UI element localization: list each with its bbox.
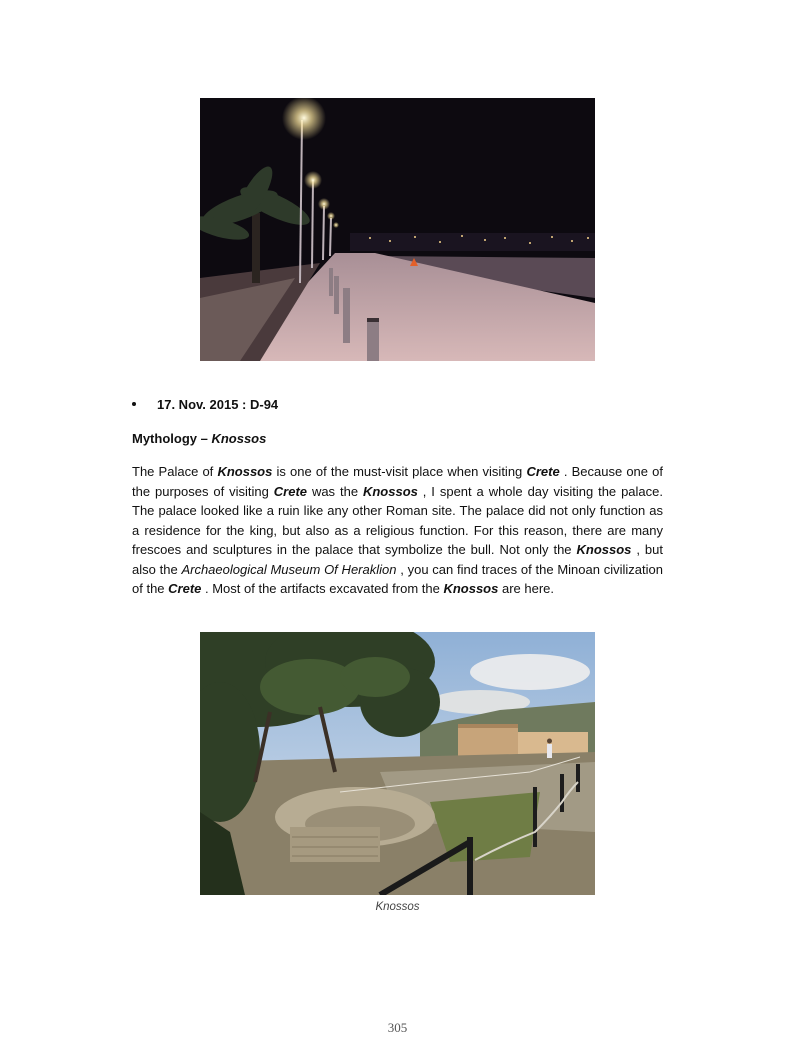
knossos-ruins-photo	[200, 632, 595, 895]
night-promenade-image	[200, 98, 595, 361]
term-museum: Archaeological Museum Of Heraklion	[181, 561, 397, 577]
date-entry-text: 17. Nov. 2015 : D-94	[157, 397, 279, 412]
heading-subject: Knossos	[211, 431, 267, 446]
section-heading	[132, 431, 266, 446]
text-run: The Palace of	[132, 464, 218, 479]
term-knossos: Knossos	[443, 581, 499, 596]
term-crete: Crete	[273, 483, 308, 499]
text-run: , I spent a whole day visiting the palace. The palace looked like a ruin like any other Roman site. The palace did not only function as a residence for the king, but also as a religious function. For this reason, there are many frescoes and sculptures in the palace that symbolize the bull. Not only the	[132, 483, 663, 557]
body-paragraph	[132, 462, 663, 599]
text-run: is one of the must-visit place when visiting	[272, 464, 527, 479]
bullet-icon	[132, 402, 136, 406]
photo-caption: Knossos	[375, 901, 420, 913]
term-knossos: Knossos	[217, 464, 273, 479]
text-run: . Because one of the purposes of visiting	[132, 464, 664, 499]
text-run: . Most of the artifacts excavated from the	[201, 581, 444, 596]
heading-prefix: Mythology –	[132, 431, 212, 446]
text-run: , you can find traces of the Minoan civilization of the	[132, 561, 663, 596]
night-promenade-photo	[200, 98, 595, 361]
text-run: , but also the	[132, 542, 663, 577]
text-run: are here.	[498, 581, 555, 596]
page-number: 305	[387, 1020, 408, 1035]
term-knossos: Knossos	[576, 542, 632, 557]
knossos-ruins-image	[200, 632, 595, 895]
term-crete: Crete	[526, 464, 560, 479]
term-knossos: Knossos	[362, 483, 418, 499]
text-run: was the	[307, 483, 363, 499]
term-crete: Crete	[168, 581, 202, 596]
